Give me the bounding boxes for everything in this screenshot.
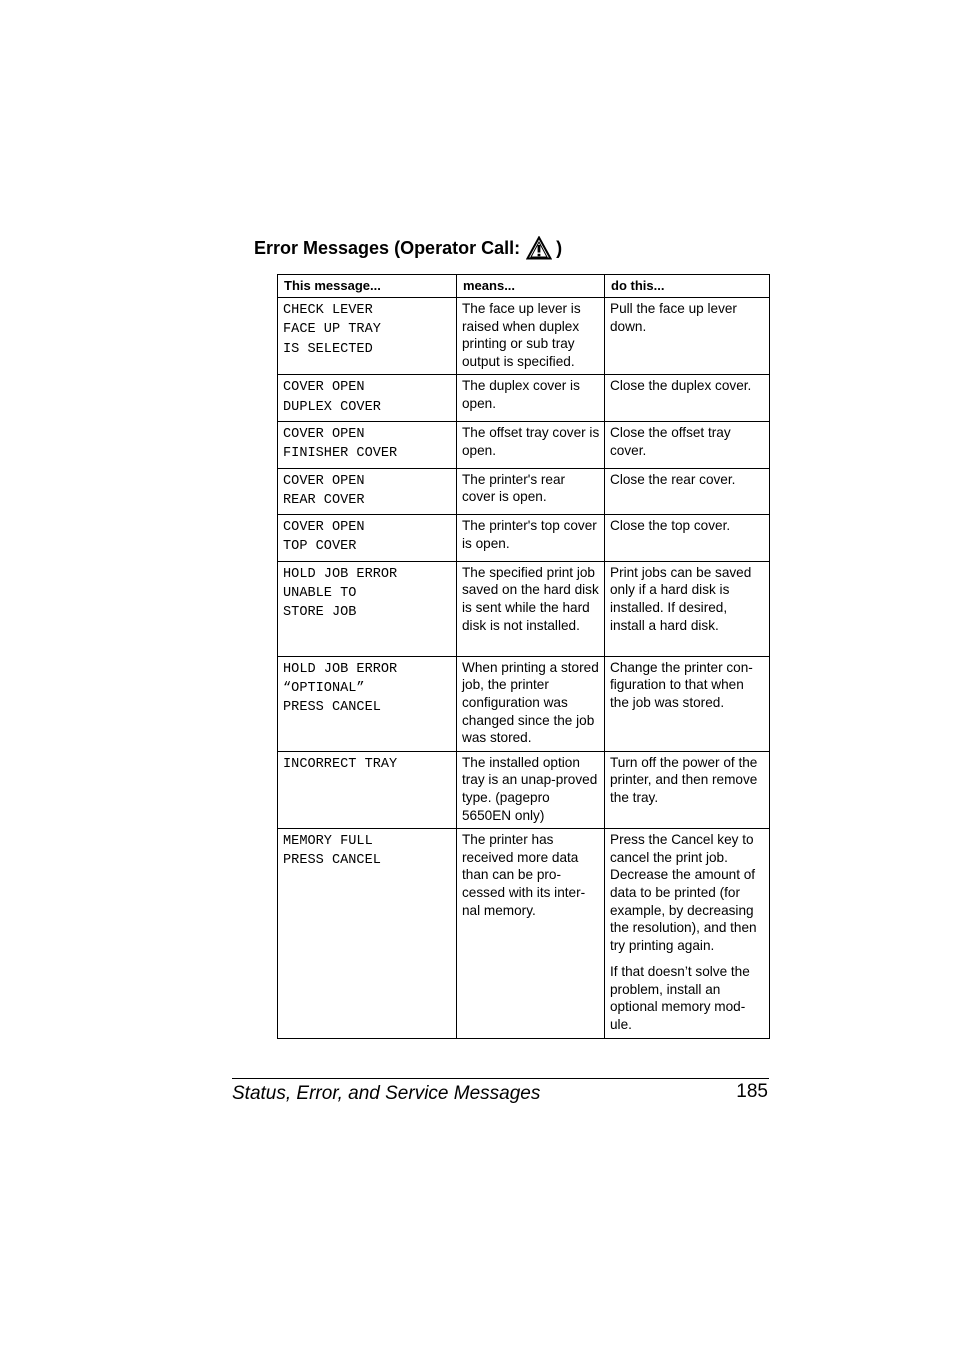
message-cell [278,829,457,1039]
means-cell [457,375,605,422]
message-line: UNABLE TO [283,586,357,602]
means-text: The printer's rear cover is open. [462,471,566,505]
action-cell [605,298,770,375]
action-cell [605,751,770,828]
section-title-text: Error Messages (Operator Call: [254,237,521,258]
message-line: IS SELECTED [283,341,373,357]
action-text: Print jobs can be saved only if a hard disk is installed. If desired, install a hard disk. [610,564,752,633]
means-cell [457,421,605,468]
warning-triangle-icon [526,236,552,260]
message-line: HOLD JOB ERROR [283,566,398,582]
means-cell [457,561,605,656]
message-line: INCORRECT TRAY [283,756,398,772]
message-line: COVER OPEN [283,426,365,442]
message-line: REAR COVER [283,492,365,508]
message-cell [278,298,457,375]
means-text: The printer has received more data than can be pro-cessed with its inter-nal memory. [462,832,586,918]
action-cell [605,421,770,468]
error-messages-table [277,274,770,1039]
means-text: The face up lever is raised when duplex printing or sub tray output is specified. [462,301,581,369]
message-line: “OPTIONAL” [283,681,365,697]
means-text: The installed option tray is an unap-proved type. (pagepro 5650EN only) [462,754,598,823]
page-number: 185 [736,1081,768,1102]
action-text: Press the Cancel key to cancel the print job. Decrease the amount of data to be printed (for example, by decreasing the resolution), and then try printing again. [610,832,757,953]
action-text: Close the offset tray cover. [610,424,731,458]
message-line: PRESS CANCEL [283,700,381,716]
means-cell [457,751,605,828]
action-text: Close the duplex cover. [610,378,752,394]
action-cell [605,656,770,751]
means-cell [457,298,605,375]
table-header-row [278,275,770,298]
means-cell [457,656,605,751]
message-line: COVER OPEN [283,520,365,536]
means-cell [457,829,605,1039]
table-row [278,561,770,656]
footer-title: Status, Error, and Service Messages [232,1083,541,1104]
action-cell [605,515,770,562]
action-cell [605,561,770,656]
table-row [278,298,770,375]
message-line: STORE JOB [283,605,357,621]
message-line: FACE UP TRAY [283,322,381,338]
means-text: The duplex cover is open. [462,378,580,411]
table-row [278,421,770,468]
table-row [278,375,770,422]
table-row [278,829,770,1039]
means-cell [457,515,605,562]
message-line: CHECK LEVER [283,303,373,318]
message-line: COVER OPEN [283,380,365,396]
message-line: COVER OPEN [283,473,365,489]
section-title [254,236,562,260]
message-cell [278,561,457,656]
message-line: MEMORY FULL [283,834,373,850]
message-line: DUPLEX COVER [283,399,381,415]
means-text: The specified print job saved on the hard disk is sent while the hard disk is not installed. [462,564,599,633]
means-text: The offset tray cover is open. [462,424,600,458]
table-row [278,751,770,828]
table-row [278,515,770,562]
action-text: If that doesn’t solve the problem, install an optional memory mod-ule. [610,964,750,1033]
action-cell [605,829,770,1039]
message-cell [278,751,457,828]
action-text: Pull the face up lever down. [610,301,737,334]
message-cell [278,515,457,562]
message-cell [278,421,457,468]
message-cell [278,468,457,515]
table-row [278,468,770,515]
column-header-means: means... [457,275,605,298]
action-text: Turn off the power of the printer, and then remove the tray. [610,754,758,805]
message-line: TOP COVER [283,539,357,555]
means-text: The printer's top cover is open. [462,518,597,551]
action-text: Close the top cover. [610,518,731,534]
message-cell [278,375,457,422]
action-cell [605,375,770,422]
message-line: PRESS CANCEL [283,853,381,869]
column-header-action: do this... [605,275,770,298]
footer-rule [232,1078,769,1079]
action-cell [605,468,770,515]
means-text: When printing a stored job, the printer configuration was changed since the job was stored. [462,659,599,746]
table-row [278,656,770,751]
message-cell [278,656,457,751]
message-line: HOLD JOB ERROR [283,661,398,677]
section-title-close: ) [556,237,563,258]
action-text: Close the rear cover. [610,471,736,487]
message-line: FINISHER COVER [283,446,398,462]
column-header-message: This message... [278,275,457,298]
action-text: Change the printer con-figuration to that when the job was stored. [610,659,753,710]
means-cell [457,468,605,515]
